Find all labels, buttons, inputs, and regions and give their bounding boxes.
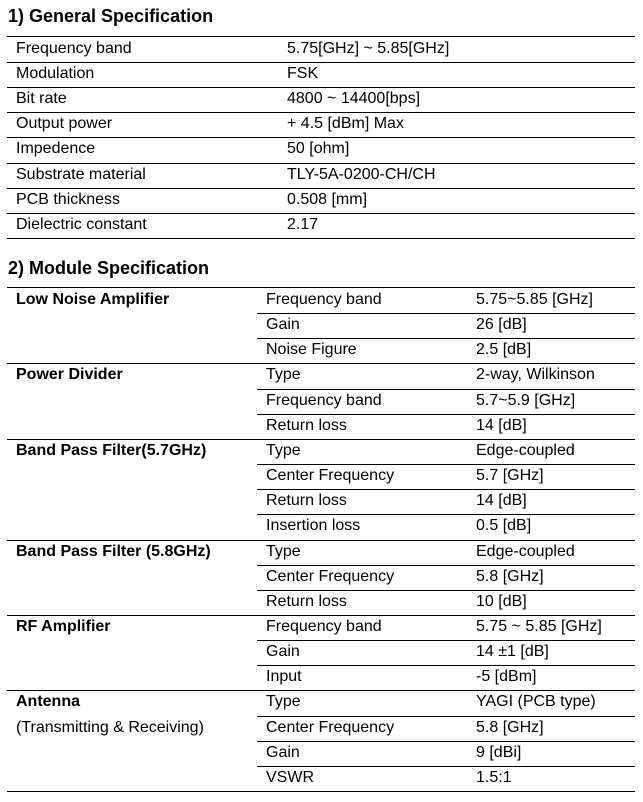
module-value: Edge-coupled	[476, 542, 575, 560]
group-divider	[7, 791, 635, 792]
group-divider	[7, 439, 635, 440]
spec-label: Bit rate	[16, 90, 67, 108]
row-divider	[7, 62, 635, 63]
spec-label: Dielectric constant	[16, 215, 147, 233]
module-value: 5.8 [GHz]	[476, 567, 544, 585]
module-group-subname: (Transmitting & Receiving)	[16, 718, 204, 736]
module-value: Edge-coupled	[476, 441, 575, 459]
module-value: 14 [dB]	[476, 416, 527, 434]
module-value: 10 [dB]	[476, 592, 527, 610]
module-value: YAGI (PCB type)	[476, 693, 596, 711]
module-value: 2-way, Wilkinson	[476, 366, 595, 384]
row-divider	[257, 741, 635, 742]
row-divider	[7, 163, 635, 164]
spec-value: 0.508 [mm]	[287, 190, 368, 208]
module-value: 1.5:1	[476, 768, 512, 786]
spec-label: Output power	[16, 115, 113, 133]
module-spec-title: 2) Module Specification	[8, 258, 210, 278]
module-param: Frequency band	[266, 391, 382, 409]
group-divider	[7, 363, 635, 364]
module-param: Gain	[266, 743, 300, 761]
module-spec-top-rule	[7, 287, 635, 288]
spec-value: 5.75[GHz] ~ 5.85[GHz]	[287, 40, 450, 57]
module-group-name: Band Pass Filter (5.8GHz)	[16, 542, 211, 560]
module-value: 0.5 [dB]	[476, 517, 532, 535]
module-param: Center Frequency	[266, 567, 395, 585]
module-param: Type	[266, 542, 301, 560]
module-value: 5.75~5.85 [GHz]	[476, 291, 593, 308]
module-param: Insertion loss	[266, 517, 361, 535]
spec-label: Modulation	[16, 65, 95, 83]
module-value: 26 [dB]	[476, 316, 527, 334]
row-divider	[257, 665, 635, 666]
module-param: Frequency band	[266, 291, 382, 308]
spec-label: Substrate material	[16, 165, 146, 183]
module-group-name: Band Pass Filter(5.7GHz)	[16, 441, 207, 459]
module-value: 5.7 [GHz]	[476, 467, 544, 485]
module-value: 5.7~5.9 [GHz]	[476, 391, 576, 409]
spec-value: 50 [ohm]	[287, 140, 350, 158]
module-value: -5 [dBm]	[476, 668, 537, 686]
general-spec-top-rule	[7, 36, 635, 37]
spec-label: Frequency band	[16, 40, 132, 57]
module-value: 9 [dBi]	[476, 743, 522, 761]
module-param: Return loss	[266, 416, 347, 434]
module-param: Return loss	[266, 592, 347, 610]
row-divider	[7, 112, 635, 113]
module-group-name: Antenna	[16, 693, 80, 711]
row-divider	[257, 565, 635, 566]
spec-value: 4800 ~ 14400[bps]	[287, 90, 421, 108]
module-param: Type	[266, 366, 301, 384]
spec-label: Impedence	[16, 140, 96, 158]
module-group-name: RF Amplifier	[16, 617, 111, 635]
row-divider	[257, 489, 635, 490]
module-param: Center Frequency	[266, 718, 395, 736]
spec-label: PCB thickness	[16, 190, 121, 208]
module-value: 2.5 [dB]	[476, 341, 532, 359]
module-param: Type	[266, 693, 301, 711]
group-divider	[7, 690, 635, 691]
group-divider	[7, 615, 635, 616]
row-divider	[257, 716, 635, 717]
row-divider	[257, 640, 635, 641]
module-param: Gain	[266, 316, 300, 334]
module-param: Type	[266, 441, 301, 459]
module-group-name: Low Noise Amplifier	[16, 291, 170, 308]
general-spec-title: 1) General Specification	[8, 6, 214, 26]
spec-value: FSK	[287, 65, 319, 83]
module-param: Noise Figure	[266, 341, 357, 359]
spec-value: TLY-5A-0200-CH/CH	[287, 165, 436, 183]
row-divider	[7, 238, 635, 239]
row-divider	[257, 414, 635, 415]
module-param: Frequency band	[266, 617, 382, 635]
module-value: 14 [dB]	[476, 492, 527, 510]
spec-value: + 4.5 [dBm] Max	[287, 115, 404, 133]
module-value: 5.75 ~ 5.85 [GHz]	[476, 617, 602, 635]
row-divider	[7, 87, 635, 88]
module-value: 5.8 [GHz]	[476, 718, 544, 736]
module-param: Center Frequency	[266, 467, 395, 485]
module-value: 14 ±1 [dB]	[476, 643, 549, 661]
row-divider	[257, 313, 635, 314]
module-param: VSWR	[266, 768, 314, 786]
module-param: Input	[266, 668, 302, 686]
row-divider	[7, 213, 635, 214]
row-divider	[257, 464, 635, 465]
group-divider	[7, 540, 635, 541]
row-divider	[257, 766, 635, 767]
row-divider	[257, 389, 635, 390]
module-param: Gain	[266, 643, 300, 661]
spec-value: 2.17	[287, 215, 319, 233]
module-group-name: Power Divider	[16, 366, 123, 384]
row-divider	[7, 137, 635, 138]
module-param: Return loss	[266, 492, 347, 510]
row-divider	[7, 188, 635, 189]
row-divider	[257, 590, 635, 591]
row-divider	[257, 514, 635, 515]
row-divider	[257, 338, 635, 339]
